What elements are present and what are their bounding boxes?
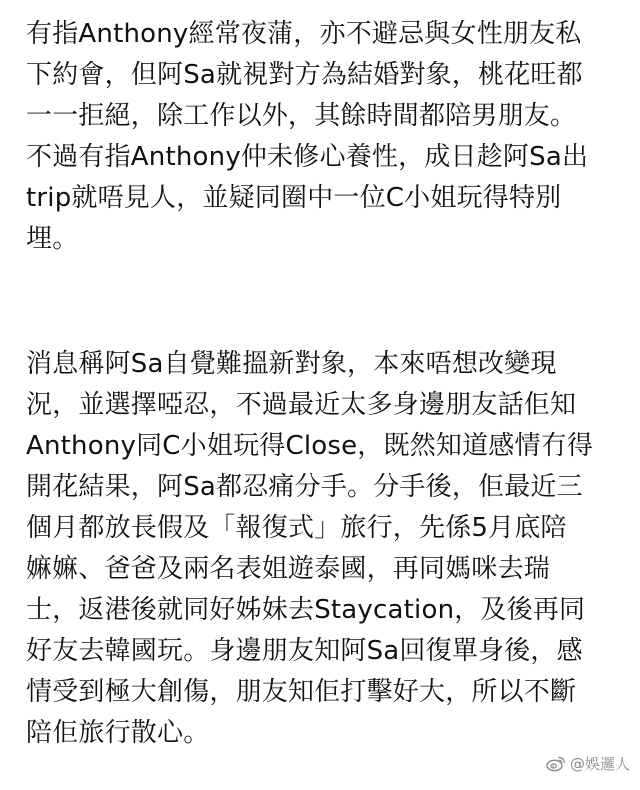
text-line: 嫲嫲、爸爸及兩名表姐遊泰國，再同媽咪去瑞 (26, 554, 551, 584)
text-line: 埋。 (26, 224, 79, 254)
paragraph-gap (26, 260, 626, 344)
text-line: 下約會，但阿Sa就視對方為結婚對象，桃花旺都 (26, 60, 583, 90)
text-line: 開花結果，阿Sa都忍痛分手。分手後，佢最近三 (26, 472, 583, 502)
text-line: 消息稱阿Sa自覺難搵新對象，本來唔想改變現 (26, 349, 557, 379)
paragraph-2 (26, 344, 626, 754)
text-line: 況，並選擇啞忍，不過最近太多身邊朋友話佢知 (26, 390, 577, 420)
text-line: 情受到極大創傷，朋友知佢打擊好大，所以不斷 (26, 677, 577, 707)
text-line: 好友去韓國玩。身邊朋友知阿Sa回復單身後，感 (26, 636, 583, 666)
text-line: Anthony同C小姐玩得Close，既然知道感情冇得 (26, 431, 594, 461)
text-line: trip就唔見人，並疑同圈中一位C小姐玩得特別 (26, 183, 562, 213)
weibo-icon (546, 755, 566, 772)
text-line: 不過有指Anthony仲未修心養性，成日趁阿Sa出 (26, 142, 589, 172)
watermark-text: @娛邏人 (569, 755, 630, 773)
text-line: 士，返港後就同好姊妹去Staycation，及後再同 (26, 595, 586, 625)
text-line: 個月都放長假及「報復式」旅行，先係5月底陪 (26, 513, 567, 543)
text-line: 有指Anthony經常夜蒲，亦不避忌與女性朋友私 (26, 19, 582, 49)
text-line: 陪佢旅行散心。 (26, 718, 210, 748)
text-line: 一一拒絕，除工作以外，其餘時間都陪男朋友。 (26, 101, 577, 131)
article-body (26, 14, 626, 754)
paragraph-1 (26, 14, 626, 260)
watermark (546, 753, 630, 774)
